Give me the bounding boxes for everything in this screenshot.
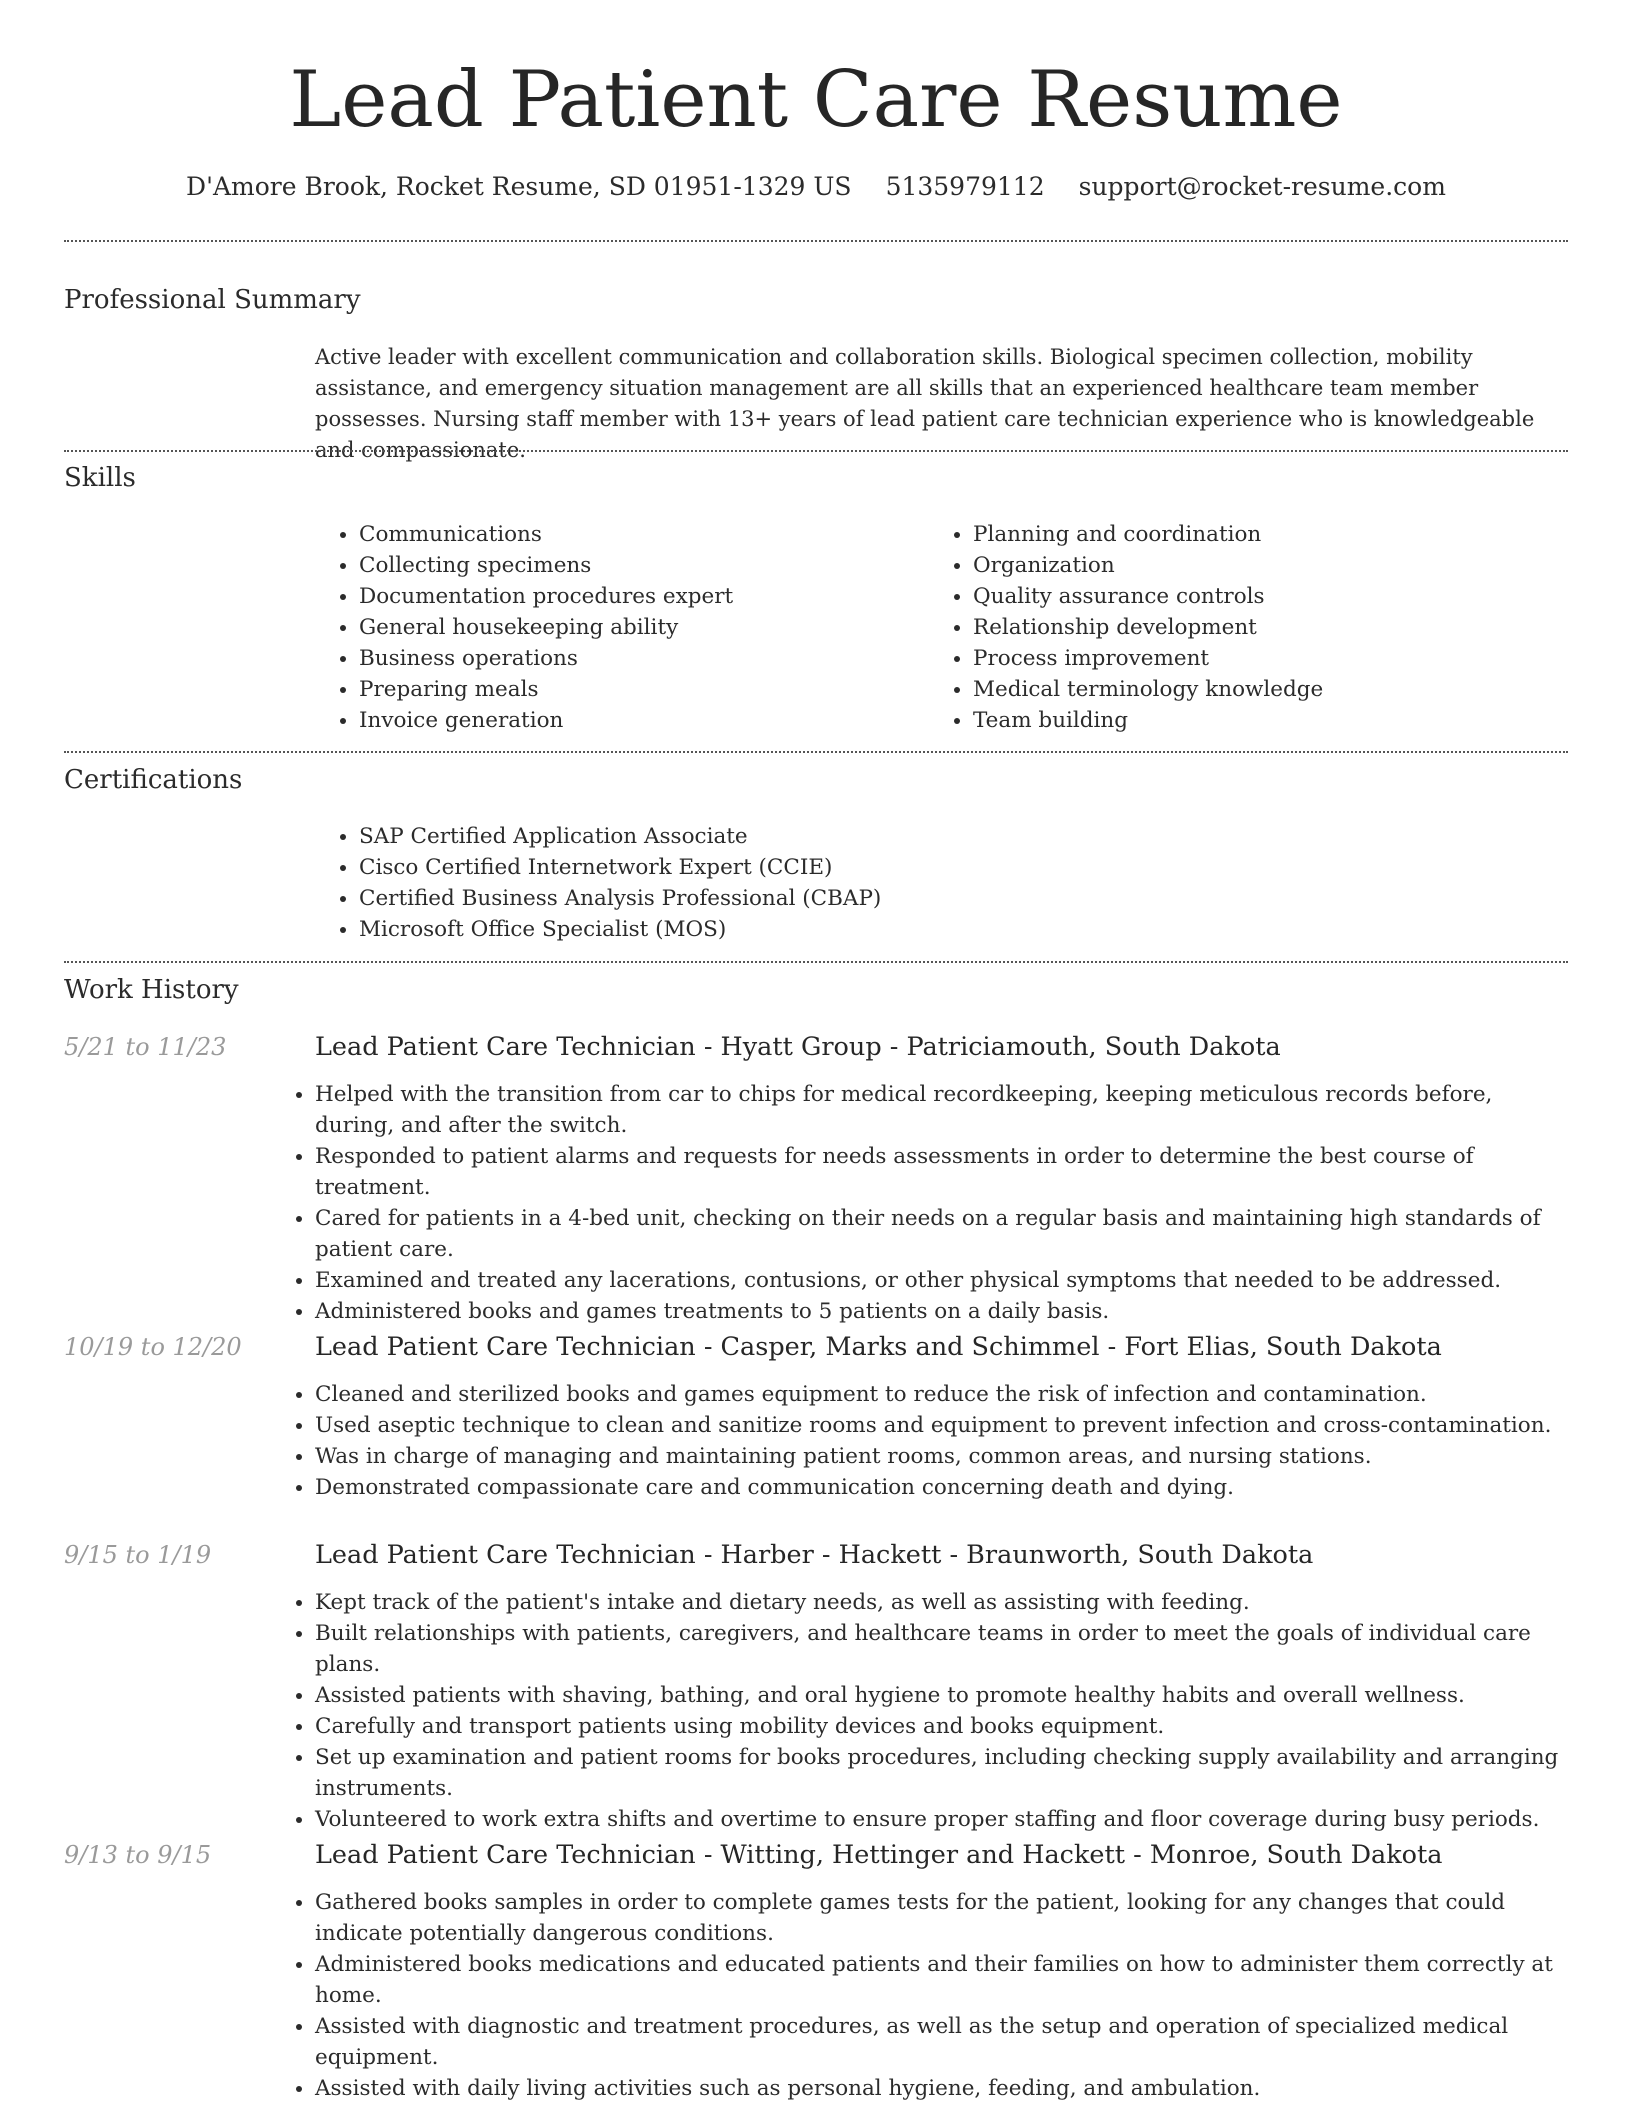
list-item: • General housekeeping ability <box>359 612 919 643</box>
list-item: • Set up examination and patient rooms for books procedures, including checking supply availability and arranging instruments. <box>315 1742 1569 1804</box>
list-item: • Administered books medications and educated patients and their families on how to administer them correctly at home. <box>315 1949 1569 2011</box>
job-dates: 9/13 to 9/15 <box>64 1841 212 1869</box>
list-item: • Invoice generation <box>359 705 919 736</box>
job-title: Lead Patient Care Technician - Witting, Hettinger and Hackett - Monroe, South Dakota <box>315 1840 1443 1870</box>
list-item: • Gathered books samples in order to complete games tests for the patient, looking for any changes that could indicate potentially dangerous conditions. <box>315 1887 1569 1949</box>
list-item: • Examined and treated any lacerations, contusions, or other physical symptoms that needed to be addressed. <box>315 1265 1569 1296</box>
list-item: • Kept track of the patient's intake and dietary needs, as well as assisting with feeding. <box>315 1587 1569 1618</box>
list-item: • Carefully and transport patients using mobility devices and books equipment. <box>315 1711 1569 1742</box>
job-dates: 10/19 to 12/20 <box>64 1333 242 1361</box>
job-bullets <box>271 1379 1569 1503</box>
list-item: • Preparing meals <box>359 674 919 705</box>
section-title-work-history: Work History <box>64 975 239 1005</box>
list-item: • Cleaned and sterilized books and games equipment to reduce the risk of infection and contamination. <box>315 1379 1569 1410</box>
contact-email: support@rocket-resume.com <box>1078 172 1446 201</box>
list-item: • Team building <box>973 705 1573 736</box>
list-item: • Was in charge of managing and maintaining patient rooms, common areas, and nursing stations. <box>315 1441 1569 1472</box>
contact-line <box>0 170 1632 204</box>
skills-list-left <box>315 519 919 736</box>
list-item: • SAP Certified Application Associate <box>359 821 1559 852</box>
divider <box>64 751 1568 753</box>
job-dates: 5/21 to 11/23 <box>64 1033 227 1061</box>
job-bullets <box>271 1079 1569 1327</box>
list-item: • Communications <box>359 519 919 550</box>
list-item: • Collecting specimens <box>359 550 919 581</box>
list-item: • Certified Business Analysis Professional (CBAP) <box>359 883 1559 914</box>
divider <box>64 450 1568 452</box>
section-title-certifications: Certifications <box>64 765 243 795</box>
list-item: • Quality assurance controls <box>973 581 1573 612</box>
list-item: • Business operations <box>359 643 919 674</box>
list-item: • Demonstrated compassionate care and communication concerning death and dying. <box>315 1472 1569 1503</box>
job-title: Lead Patient Care Technician - Harber - Hackett - Braunworth, South Dakota <box>315 1540 1314 1570</box>
list-item: • Documentation procedures expert <box>359 581 919 612</box>
job-title: Lead Patient Care Technician - Casper, Marks and Schimmel - Fort Elias, South Dakota <box>315 1332 1442 1362</box>
contact-phone: 5135979112 <box>885 172 1045 201</box>
list-item: • Volunteered to work extra shifts and overtime to ensure proper staffing and floor coverage during busy periods. <box>315 1804 1569 1835</box>
list-item: • Administered books and games treatments to 5 patients on a daily basis. <box>315 1296 1569 1327</box>
job-dates: 9/15 to 1/19 <box>64 1541 212 1569</box>
list-item: • Medical terminology knowledge <box>973 674 1573 705</box>
list-item: • Microsoft Office Specialist (MOS) <box>359 914 1559 945</box>
contact-address: D'Amore Brook, Rocket Resume, SD 01951-1329 US <box>186 172 852 201</box>
list-item: • Used aseptic technique to clean and sanitize rooms and equipment to prevent infection and cross-contamination. <box>315 1410 1569 1441</box>
list-item: • Cared for patients in a 4-bed unit, checking on their needs on a regular basis and maintaining high standards of patient care. <box>315 1203 1569 1265</box>
section-title-skills: Skills <box>64 463 136 493</box>
summary-text: Active leader with excellent communication and collaboration skills. Biological specimen collection, mobility assistance, and emergency situation management are all skills that an experienced healthcare team member possesses. Nursing staff member with 13+ years of lead patient care technician experience who is knowledgeable and compassionate. <box>315 345 1535 462</box>
list-item: • Helped with the transition from car to chips for medical recordkeeping, keeping meticulous records before, during, and after the switch. <box>315 1079 1569 1141</box>
resume-title: Lead Patient Care Resume <box>289 55 1343 145</box>
certifications-list <box>315 821 1559 945</box>
list-item: • Relationship development <box>973 612 1573 643</box>
divider <box>64 240 1568 242</box>
list-item: • Assisted with daily living activities such as personal hygiene, feeding, and ambulation. <box>315 2073 1569 2104</box>
job-title: Lead Patient Care Technician - Hyatt Group - Patriciamouth, South Dakota <box>315 1032 1281 1062</box>
job-bullets <box>271 1887 1569 2104</box>
list-item: • Cisco Certified Internetwork Expert (CCIE) <box>359 852 1559 883</box>
list-item: • Responded to patient alarms and requests for needs assessments in order to determine the best course of treatment. <box>315 1141 1569 1203</box>
skills-list-right <box>929 519 1573 736</box>
list-item: • Organization <box>973 550 1573 581</box>
list-item: • Planning and coordination <box>973 519 1573 550</box>
list-item: • Process improvement <box>973 643 1573 674</box>
section-title-summary: Professional Summary <box>64 285 361 315</box>
job-bullets <box>271 1587 1569 1835</box>
list-item: • Built relationships with patients, caregivers, and healthcare teams in order to meet the goals of individual care plans. <box>315 1618 1569 1680</box>
divider <box>64 961 1568 963</box>
list-item: • Assisted with diagnostic and treatment procedures, as well as the setup and operation of specialized medical equipment. <box>315 2011 1569 2073</box>
list-item: • Assisted patients with shaving, bathing, and oral hygiene to promote healthy habits and overall wellness. <box>315 1680 1569 1711</box>
